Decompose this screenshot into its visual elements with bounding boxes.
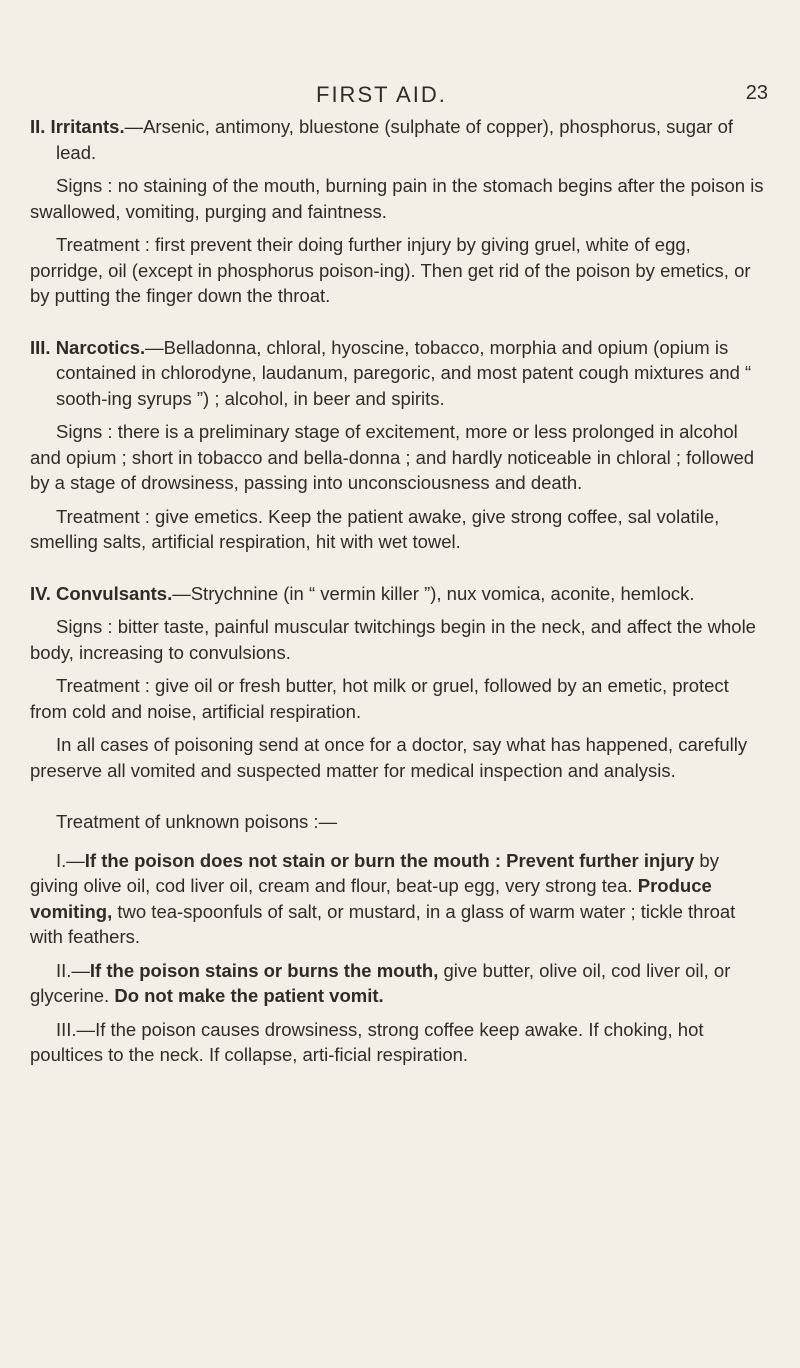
case-1-text-2: two tea-spoonfuls of salt, or mustard, in a glass of warm water ; tickle throat with feathers.: [30, 900, 736, 947]
irritants-intro: —Arsenic, antimony, bluestone (sulphate of copper), phosphorus, sugar of lead.: [56, 116, 734, 163]
narcotics-heading-paragraph: [30, 335, 766, 412]
page-body: [30, 114, 766, 1068]
irritants-heading-paragraph: [30, 114, 766, 165]
all-cases-advice: In all cases of poisoning send at once for a doctor, say what has happened, carefully preserve all vomited and suspected matter for medical inspection and analysis.: [30, 734, 748, 781]
case-3-text: If the poison causes drowsiness, strong coffee keep awake. If choking, hot poultices to the neck. If collapse, arti-ficial respiration.: [30, 1018, 704, 1065]
case-3-number: III.—: [56, 1018, 96, 1040]
narcotics-signs: Signs : there is a preliminary stage of excitement, more or less prolonged in alcohol and opium ; short in tobacco and bella-donna ; and hardly noticeable in chloral ; followed by a stage of drowsiness, passing into unconsciousness and death.: [30, 421, 755, 493]
running-title: FIRST AID.: [316, 82, 447, 107]
case-2-bold: If the poison stains or burns the mouth,: [89, 959, 439, 981]
irritants-heading: II. Irritants.: [30, 116, 125, 137]
case-1-bold-2: Produce vomiting,: [30, 875, 712, 922]
narcotics-treatment: Treatment : give emetics. Keep the patient awake, give strong coffee, sal volatile, smelling salts, artificial respiration, hit with wet towel.: [30, 505, 720, 552]
case-2-number: II.—: [56, 959, 90, 981]
irritants-signs: Signs : no staining of the mouth, burning pain in the stomach begins after the poison is swallowed, vomiting, purging and faintness.: [30, 175, 764, 222]
convulsants-heading-paragraph: [30, 581, 766, 607]
unknown-poisons-heading: Treatment of unknown poisons :—: [56, 811, 338, 832]
unknown-case-2: [30, 958, 766, 1009]
case-2-text: give butter, olive oil, cod liver oil, or glycerine.: [30, 959, 731, 1006]
case-1-bold: If the poison does not stain or burn the mouth : Prevent further injury: [84, 849, 695, 871]
convulsants-signs: Signs : bitter taste, painful muscular twitchings begin in the neck, and affect the whole body, increasing to convulsions.: [30, 616, 756, 663]
irritants-treatment: Treatment : first prevent their doing further injury by giving gruel, white of egg, porridge, oil (except in phosphorus poison-ing). Then get rid of the poison by emetics, or by putting the finger down the throat.: [30, 234, 751, 306]
case-2-bold-2: Do not make the patient vomit.: [114, 985, 384, 1006]
unknown-case-3: [30, 1017, 766, 1068]
page-number: 23: [745, 82, 768, 104]
running-head: [0, 82, 800, 112]
case-1-number: I.—: [56, 849, 85, 871]
narcotics-intro: —Belladonna, chloral, hyoscine, tobacco, morphia and opium (opium is contained in chlorodyne, laudanum, paregoric, and most patent cough mixtures and “ sooth-ing syrups ”) ; alcohol, in beer and spirits.: [56, 336, 752, 409]
convulsants-treatment: Treatment : give oil or fresh butter, hot milk or gruel, followed by an emetic, protect from cold and noise, artificial respiration.: [30, 675, 729, 722]
convulsants-intro: —Strychnine (in “ vermin killer ”), nux vomica, aconite, hemlock.: [172, 582, 695, 604]
case-1-text: by giving olive oil, cod liver oil, cream and flour, beat-up egg, very strong tea.: [30, 849, 719, 896]
narcotics-heading: III. Narcotics.: [30, 336, 146, 358]
convulsants-heading: IV. Convulsants.: [30, 582, 173, 604]
unknown-case-1: [30, 848, 766, 950]
